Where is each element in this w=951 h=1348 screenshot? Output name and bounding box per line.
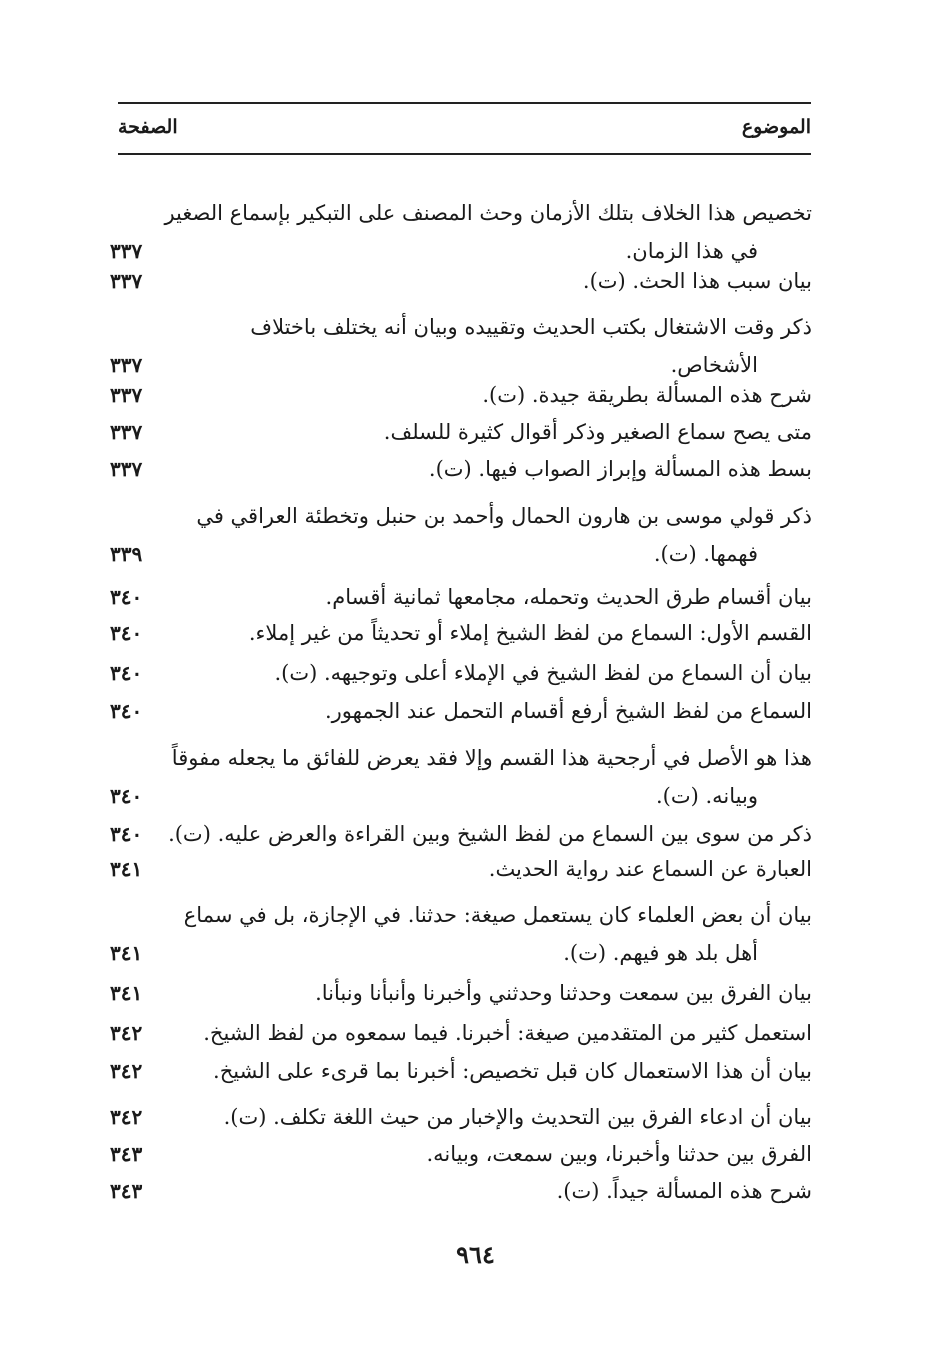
index-entry — [110, 376, 812, 414]
entry-page-number: ٣٤٢ — [110, 1105, 143, 1129]
entry-text: بيان أن ادعاء الفرق بين التحديث والإخبار من حيث اللغة تكلف. (ت). — [223, 1105, 812, 1129]
entry-page-number: ٣٤١ — [110, 941, 143, 965]
header-page-label: الصفحة — [118, 116, 178, 138]
index-entry — [110, 1052, 812, 1090]
entry-text: هذا هو الأصل في أرجحية هذا القسم وإلا فقد يعرض للفائق ما يجعله مفوقاً — [171, 746, 812, 770]
entry-page-number: ٣٣٧ — [110, 420, 143, 444]
entry-page-number: ٣٤٣ — [110, 1142, 143, 1166]
entry-text: القسم الأول: السماع من لفظ الشيخ إملاء أو تحديثاً من غير إملاء. — [248, 621, 812, 645]
entry-page-number: ٣٣٧ — [110, 239, 143, 263]
entry-page-number: ٣٤٠ — [110, 661, 143, 685]
index-entry — [110, 654, 812, 692]
entry-text: استعمل كثير من المتقدمين صيغة: أخبرنا. فيما سمعوه من لفظ الشيخ. — [203, 1021, 812, 1045]
entry-text-continuation: فهمها. (ت). — [653, 542, 758, 566]
entry-page-number: ٣٣٧ — [110, 353, 143, 377]
entry-text-continuation: في هذا الزمان. — [625, 239, 758, 263]
page-number: ٩٦٤ — [456, 1240, 495, 1269]
index-entry — [110, 578, 812, 616]
entry-page-number: ٣٤٠ — [110, 784, 143, 808]
index-entry — [110, 850, 812, 888]
top-rule — [118, 102, 811, 104]
header-topic-label: الموضوع — [741, 116, 811, 138]
index-entry — [110, 262, 812, 300]
index-entry — [110, 896, 812, 972]
entry-text: بيان أن بعض العلماء كان يستعمل صيغة: حدثنا. في الإجازة، بل في سماع — [183, 903, 812, 927]
entry-text: بيان الفرق بين سمعت وحدثنا وحدثني وأخبرنا وأنبأنا ونبأنا. — [315, 981, 812, 1005]
entry-page-number: ٣٤٣ — [110, 1179, 143, 1203]
entry-text-continuation: أهل بلد هو فيهم. (ت). — [563, 941, 758, 965]
entry-text: بسط هذه المسألة وإبراز الصواب فيها. (ت). — [428, 457, 812, 481]
entry-page-number: ٣٤١ — [110, 981, 143, 1005]
index-entry — [110, 450, 812, 488]
entry-text: الفرق بين حدثنا وأخبرنا، وبين سمعت، وبيانه. — [426, 1142, 812, 1166]
entry-text: بيان أقسام طرق الحديث وتحمله، مجامعها ثمانية أقسام. — [325, 585, 812, 609]
entry-text: السماع من لفظ الشيخ أرفع أقسام التحمل عند الجمهور. — [324, 699, 812, 723]
entry-text: بيان أن السماع من لفظ الشيخ في الإملاء أعلى وتوجيهه. (ت). — [274, 661, 812, 685]
header-bottom-rule — [118, 153, 811, 155]
entry-page-number: ٣٣٩ — [110, 542, 143, 566]
index-entry — [110, 497, 812, 573]
index-entry — [110, 1014, 812, 1052]
index-entry — [110, 692, 812, 730]
entry-text: بيان أن هذا الاستعمال كان قبل تخصيص: أخبرنا بما قرىء على الشيخ. — [213, 1059, 812, 1083]
entry-page-number: ٣٣٧ — [110, 383, 143, 407]
entry-text: شرح هذه المسألة جيداً. (ت). — [556, 1179, 812, 1203]
entry-text: ذكر من سوى بين السماع من لفظ الشيخ وبين القراءة والعرض عليه. (ت). — [168, 822, 812, 846]
entry-page-number: ٣٣٧ — [110, 457, 143, 481]
entry-page-number: ٣٤٠ — [110, 621, 143, 645]
entry-text: بيان سبب هذا الحث. (ت). — [582, 269, 812, 293]
index-entry — [110, 413, 812, 451]
index-entry — [110, 1135, 812, 1173]
entry-page-number: ٣٤٢ — [110, 1021, 143, 1045]
index-entry — [110, 974, 812, 1012]
entry-text: شرح هذه المسألة بطريقة جيدة. (ت). — [482, 383, 812, 407]
index-entry — [110, 739, 812, 815]
entry-text-continuation: الأشخاص. — [670, 353, 758, 377]
entry-text-continuation: وبيانه. (ت). — [655, 784, 758, 808]
entry-text: العبارة عن السماع عند رواية الحديث. — [488, 857, 812, 881]
index-entry — [110, 614, 812, 652]
entry-text: متى يصح سماع الصغير وذكر أقوال كثيرة للسلف. — [383, 420, 812, 444]
entry-text: ذكر قولي موسى بن هارون الحمال وأحمد بن حنبل وتخطئة العراقي في — [196, 504, 812, 528]
entry-page-number: ٣٤١ — [110, 857, 143, 881]
entry-page-number: ٣٤٠ — [110, 585, 143, 609]
index-entry — [110, 1098, 812, 1136]
entry-text: تخصيص هذا الخلاف بتلك الأزمان وحث المصنف على التبكير بإسماع الصغير — [164, 201, 812, 225]
entry-page-number: ٣٣٧ — [110, 269, 143, 293]
entry-text: ذكر وقت الاشتغال بكتب الحديث وتقييده وبيان أنه يختلف باختلاف — [250, 315, 812, 339]
index-entry — [110, 815, 812, 853]
entry-page-number: ٣٤٠ — [110, 822, 143, 846]
entry-page-number: ٣٤٠ — [110, 699, 143, 723]
index-entry — [110, 1172, 812, 1210]
index-entry — [110, 308, 812, 384]
entry-page-number: ٣٤٢ — [110, 1059, 143, 1083]
index-entry — [110, 194, 812, 270]
